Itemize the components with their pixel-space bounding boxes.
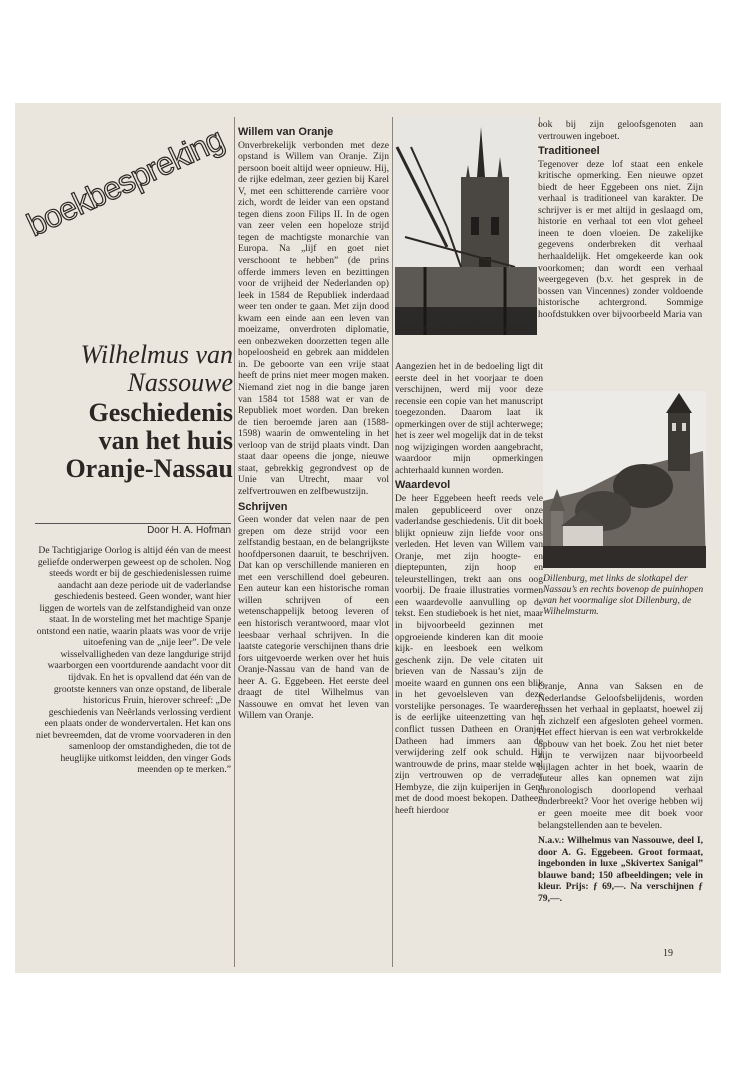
column-divider [234, 117, 235, 967]
section-waardevol-text: De heer Eggebeen heeft reeds vele malen gepubliceerd over onze vaderlandse geschiedenis. Uit dit boek blijkt opnieuw zijn liefde voor ons verleden. Het leven van Willem van Oranje, met zijn hoogte- en dieptepunten, zijn hoop en teleurstellingen, trekt aan ons oog voorbij. De fraaie illustraties vormen een waardevolle aanvulling op de tekst. Een studieboek is het niet, maar in bijvoorbeeld gezinnen met opgroeiende kinderen kan dit mooie kijk- en leesboek een welkom geschenk zijn. De vele citaten uit brieven van de Nassau’s zijn de moeite waard en gunnen ons een blik in het gevoelsleven van deze vorstelijke personages. Te waarderen is de eerlijke uiteenzetting van het conflict tussen Datheen en Oranje. Datheen had immers aan de verwijdering zelf ook schuld. Hij wantrouwde de prins, maar stelde wel zijn vertrouwen op de verrader Hembyze, die zijn kuiperijen in Gent met de dood moest bekopen. Datheen heeft hierdoor [395, 493, 543, 816]
section-badge: boekbespreking [21, 120, 229, 244]
section-willem-text: Onverbrekelijk verbonden met deze opstand is Willem van Oranje. Zijn persoon boeit altijd weer opnieuw. Hij, de rijke edelman, zeer gezien bij Karel V, met een schitterende carrière voor zich, wordt de leider van een opstand tegen diens zoon Filips II. In de ogen van zeer velen een hopeloze strijd tegen de machtigste monarchie van Europa. Na „lijf en goet niet verschoont te hebben” (de prins offerde immers leven en bezittingen voor de vrijheid der Nederlanden op) leek in 1584 de Republiek inderdaad weer ten onder te gaan. Met zijn dood kwam een einde aan een leven van moeizame, onverdroten diplomatie, een onbezweken doorzetten tegen alle hopeloosheid en gebrek aan middelen in. De geboorte van een vrije staat heeft de prins niet meer mogen maken. Niemand ziet nog in die bange jaren van 1584 tot 1588 wat er van de Republiek moet worden. Dan breken de tien beroemde jaren aan (1588-1598) waarin de omwenteling in het verloop van de strijd plaats vindt. Dan staat daar opeens die jonge, nieuwe staat, gebrekkig gegrondvest op de Unie van Utrecht, maar vol zelfvertrouwen en zelfbewustzijn. [238, 139, 389, 497]
manuscript-note: Aangezien het in de bedoeling ligt dit eerste deel in het voorjaar te doen verschijnen, werd mij voor deze recensie een copie van het manuscript toegezonden. Daarom laat ik opmerkingen over de stijl achterwege; het is zeer wel mogelijk dat in de tekst nog wijzigingen worden aangebracht, waardoor mijn opmerkingen achterhaald kunnen worden. [395, 361, 543, 476]
section-traditioneel-text: Tegenover deze lof staat een enkele kritische opmerking. Een nieuwe opzet biedt de heer Eggebeen ons niet. Zijn verhaal is traditioneel van karakter. De schrijver is er met altijd in geslaagd om, historie en verhaal tot een vlot geheel ineen te doen vloeien. De zakelijke gegevens onderbreken dit verhaal herhaaldelijk. Het omgekeerde kan ook voorkomen; dan wordt een verhaal weergegeven (b.v. het gesprek in de bossen van Vincennes) zonder voldoende historische achtergrond. Sommige hoofdstukken over bijvoorbeeld Maria van [538, 158, 703, 320]
section-schrijven-text: Geen wonder dat velen naar de pen grepen om deze strijd voor een zelfstandig bestaan, en de belangrijkste hoofdpersonen daaruit, te beschrijven. Dat kan op verschillende manieren en met een verschillend doel gebeuren. Een auteur kan een historische roman willen schrijven of een wetenschappelijk betoog leveren of een historisch verantwoord, maar vlot leesbaar verhaal schrijven. In die laatste categorie verschijnen thans drie fors uitgevoerde werken over het huis Oranje-Nassau van de hand van de heer A. G. Eggebeen. Het eerste deel draagt de titel Wilhelmus van Nassouwe en omvat het leven van Willem van Oranje. [238, 514, 389, 722]
photo-caption: Dillenburg, met links de slotkapel der Nassau’s en rechts bovenop de puinhopen van het voormalige slot Dillenburg, de Wilhelmsturm. [543, 573, 704, 617]
heading-willem: Willem van Oranje [238, 126, 334, 138]
column-intro [35, 545, 231, 776]
zierikzee-illustration [395, 117, 537, 335]
dillenburg-illustration [543, 391, 706, 568]
book-details-footnote: N.a.v.: Wilhelmus van Nassouwe, deel I, door A. G. Eggebeen. Groot formaat, ingebonden in luxe „Skivertex Sanigal” blauwe band; 150 afbeeldingen; vele in kleur. Prijs: ƒ 69,—. Na verschijnen ƒ 79,—. [538, 835, 703, 904]
heading-waardevol: Waardevol [395, 479, 451, 492]
column-3 [395, 361, 543, 816]
column-2 [238, 123, 389, 722]
photo-caption: Zierikzee, eens in Spaanse handen. [396, 323, 531, 334]
heading-schrijven: Schrijven [238, 500, 288, 513]
section-traditioneel-continuation: Oranje, Anna van Saksen en de Nederlandse Geloofsbelijdenis, worden tussen het verhaal in geplaatst, hoewel zij in zichzelf een afgesloten geheel vormen. Het effect hiervan is een wat verbrokkelde opbouw van het boek. Zou het niet beter zijn te verwijzen naar bijvoorbeeld bijlagen achter in het boek, waarin de auteur alles kan opnemen wat zijn chronologisch doorlopend verhaal onderbreekt? Voor het overige hebben wij er geen moeite mee dit boek voor belangstellenden aan te bevelen. [538, 681, 703, 831]
article-title: Geschiedenis van het huis Oranje-Nassau [65, 398, 233, 483]
column-divider [392, 117, 393, 967]
book-title: Wilhelmus van Nassouwe [80, 340, 233, 397]
author-byline: Door H. A. Hofman [35, 523, 231, 536]
photo-zierikzee [395, 117, 537, 335]
column-4-lower [538, 681, 703, 904]
column-4 [538, 119, 703, 320]
page-number: 19 [663, 948, 673, 959]
photo-dillenburg [543, 391, 706, 568]
column-4-continuation: ook bij zijn geloofsgenoten aan vertrouwen ingeboet. [538, 119, 703, 142]
intro-text: De Tachtigjarige Oorlog is altijd één van de meest geliefde onderwerpen geweest op de scholen. Nog steeds wordt er bij de geschiedenislessen ruime aandacht aan deze periode uit de vaderlandse geschiedenis besteed. Geen wonder, want hier liggen de wortels van de zelfstandigheid van onze staat. In de worsteling met het machtige Spanje ontstond een natie, waarin plaats was voor de vrije uitoefening van de „nije leer”. De vele wisselvalligheden van deze langdurige strijd waarborgen een voortdurende aandacht voor dit tijdvak. En het is opvallend dat één van de grootste kenners van onze opstand, de liberale historicus Fruin, hierover schreef: „De geschiedenis van Neêrlands verlossing verdient een plaats onder de wondervertalen. Het kan ons niet bevreemden, dat de vrome voorvaderen in den samenloop der omstandigheden, die tot de heuglijke uitkomst leidden, den vinger Gods meenden op te merken.” [36, 545, 231, 776]
heading-traditioneel: Traditioneel [538, 145, 600, 158]
magazine-page [15, 103, 721, 973]
